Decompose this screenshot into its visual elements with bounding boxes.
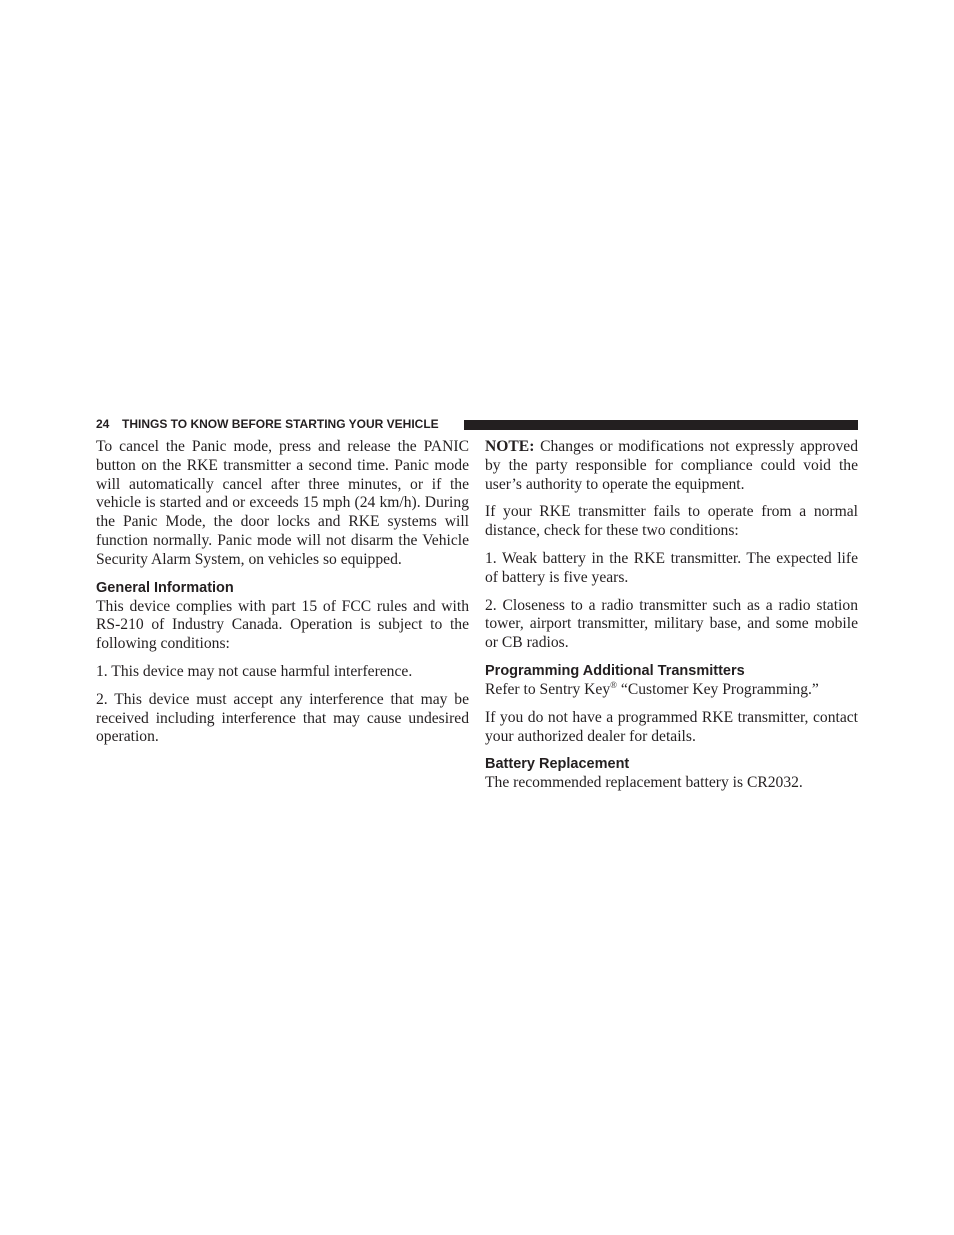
general-information-heading: General Information	[96, 579, 234, 596]
programming-ref-prefix: Refer to Sentry Key	[485, 680, 611, 698]
condition-2: 2. This device must accept any interference that may be received including interference that may cause undesired operation.	[96, 690, 469, 746]
note-text: Changes or modifications not expressly approved by the party responsible for compliance could void the user’s authority to operate the equipment.	[485, 438, 858, 493]
section-title: THINGS TO KNOW BEFORE STARTING YOUR VEHICLE	[122, 417, 439, 431]
registered-mark: ®	[610, 679, 617, 690]
battery-replacement-text: The recommended replacement battery is CR2032.	[485, 774, 803, 792]
fail-condition-2: 2. Closeness to a radio transmitter such as a radio station tower, airport transmitter, military base, and some mobile or CB radios.	[485, 596, 858, 652]
page-header	[96, 417, 858, 432]
transmitter-fail-intro: If your RKE transmitter fails to operate from a normal distance, check for these two conditions:	[485, 503, 858, 540]
header-rule-bar	[464, 420, 858, 430]
page-number: 24	[96, 417, 110, 431]
programming-reference	[485, 681, 858, 700]
fail-condition-1: 1. Weak battery in the RKE transmitter. The expected life of battery is five years.	[485, 549, 858, 586]
panic-cancel-paragraph: To cancel the Panic mode, press and release the PANIC button on the RKE transmitter a second time. Panic mode will automatically cancel after three minutes, or if the vehicle is started and or exceeds 15 mph (24 km/h). During the Panic Mode, the door locks and RKE systems will function normally. Panic mode will not disarm the Vehicle Security Alarm System, on vehicles so equipped.	[96, 438, 469, 568]
right-column	[485, 438, 858, 802]
battery-replacement-heading: Battery Replacement	[485, 756, 630, 773]
left-column	[96, 438, 469, 756]
condition-1: 1. This device may not cause harmful interference.	[96, 662, 413, 680]
programming-dealer-paragraph: If you do not have a programmed RKE transmitter, contact your authorized dealer for details.	[485, 708, 858, 745]
programming-transmitters-heading: Programming Additional Transmitters	[485, 662, 745, 679]
fcc-compliance-paragraph: This device complies with part 15 of FCC rules and with RS-210 of Industry Canada. Operation is subject to the following conditions:	[96, 597, 469, 653]
note-label: NOTE:	[485, 438, 535, 455]
note-paragraph	[485, 438, 858, 494]
programming-ref-suffix: “Customer Key Programming.”	[617, 680, 819, 698]
